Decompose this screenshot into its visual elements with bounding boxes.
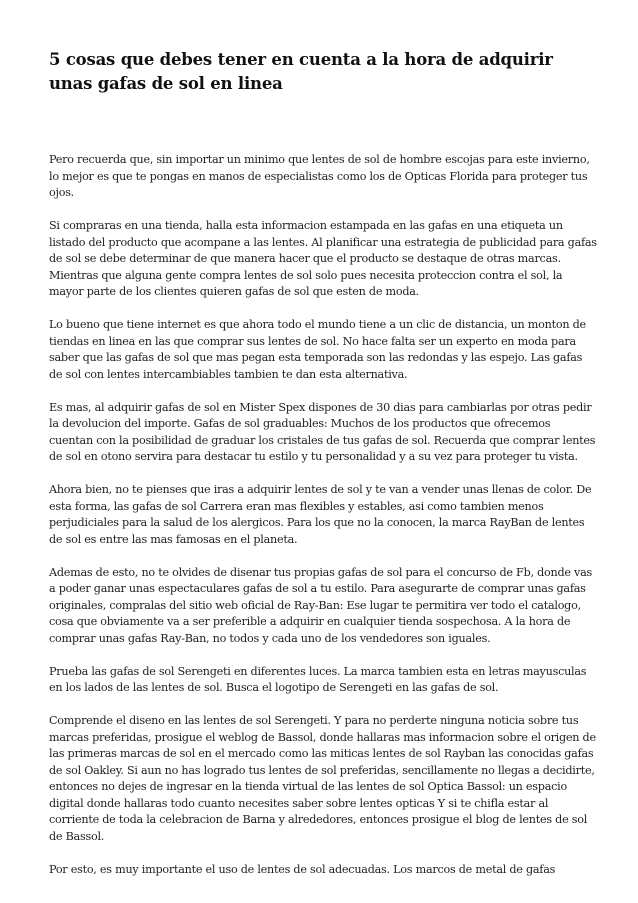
- paragraph-7: Prueba las gafas de sol Serengeti en diferentes luces. La marca tambien esta en letras mayusculas en los lados de las lentes de sol. Busca el logotipo de Serengeti en las gafas de sol.: [49, 664, 587, 694]
- paragraph-4: Es mas, al adquirir gafas de sol en Mister Spex dispones de 30 dias para cambiarlas por otras pedir la devolucion del importe. Gafas de sol graduables: Muchos de los productos que ofrecemos cuentan con la posibilidad de graduar los cristales de tus gafas de sol. Recuerda que comprar lentes de sol en otono servira para destacar tu estilo y tu personalidad y a su vez para proteger tu vista.: [49, 400, 596, 463]
- paragraph-5: Ahora bien, no te pienses que iras a adquirir lentes de sol y te van a vender unas llenas de color. De esta forma, las gafas de sol Carrera eran mas flexibles y estables, asi como tambien menos perjudiciales para la salud de los alergicos. Para los que no la conocen, la marca RayBan de lentes de sol es entre las mas famosas en el planeta.: [49, 483, 592, 546]
- article-body: [49, 152, 597, 895]
- paragraph-6: Ademas de esto, no te olvides de disenar tus propias gafas de sol para el concurso de Fb, donde vas a poder ganar unas espectaculares gafas de sol a tu estilo. Para asegurarte de comprar unas gafas originales, compralas del sitio web oficial de Ray-Ban: Ese lugar te permitira ver todo el catalogo, cosa que obviamente va a ser preferible a adquirir en cualquier tienda sospechosa. A la hora de comprar unas gafas Ray-Ban, no todos y cada uno de los vendedores son iguales.: [49, 565, 593, 645]
- page-title: 5 cosas que debes tener en cuenta a la hora de adquirir unas gafas de sol en linea: [49, 50, 553, 93]
- paragraph-1: Pero recuerda que, sin importar un minimo que lentes de sol de hombre escojas para este invierno, lo mejor es que te pongas en manos de especialistas como los de Opticas Florida para proteger tus ojos.: [49, 153, 590, 199]
- paragraph-2: Si compraras en una tienda, halla esta informacion estampada en las gafas en una etiqueta un listado del producto que acompane a las lentes. Al planificar una estrategia de publicidad para gafas de sol se debe determinar de que manera hacer que el producto se destaque de otras marcas. Mientras que alguna gente compra lentes de sol solo pues necesita proteccion contra el sol, la mayor parte de los clientes quieren gafas de sol que esten de moda.: [49, 219, 597, 298]
- paragraph-8: Comprende el diseno en las lentes de sol Serengeti. Y para no perderte ninguna noticia sobre tus marcas preferidas, prosigue el weblog de Bassol, donde hallaras mas informacion sobre el origen de las primeras marcas de sol en el mercado como las miticas lentes de sol Rayban las conocidas gafas de sol Oakley. Si aun no has logrado tus lentes de sol preferidas, sencillamente no llegas a decidirte, entonces no dejes de ingresar en la tienda virtual de las lentes de sol Optica Bassol: un espacio digital donde hallaras todo cuanto necesites saber sobre lentes opticas Y si te chifla estar al corriente de toda la celebracion de Barna y alrededores, entonces prosigue el blog de lentes de sol de Bassol.: [49, 714, 596, 843]
- paragraph-9: Por esto, es muy importante el uso de lentes de sol adecuadas. Los marcos de metal de gafas: [49, 862, 556, 876]
- paragraph-3: Lo bueno que tiene internet es que ahora todo el mundo tiene a un clic de distancia, un monton de tiendas en linea en las que comprar sus lentes de sol. No hace falta ser un experto en moda para saber que las gafas de sol que mas pegan esta temporada son las redondas y las espejo. Las gafas de sol con lentes intercambiables tambien te dan esta alternativa.: [49, 318, 586, 381]
